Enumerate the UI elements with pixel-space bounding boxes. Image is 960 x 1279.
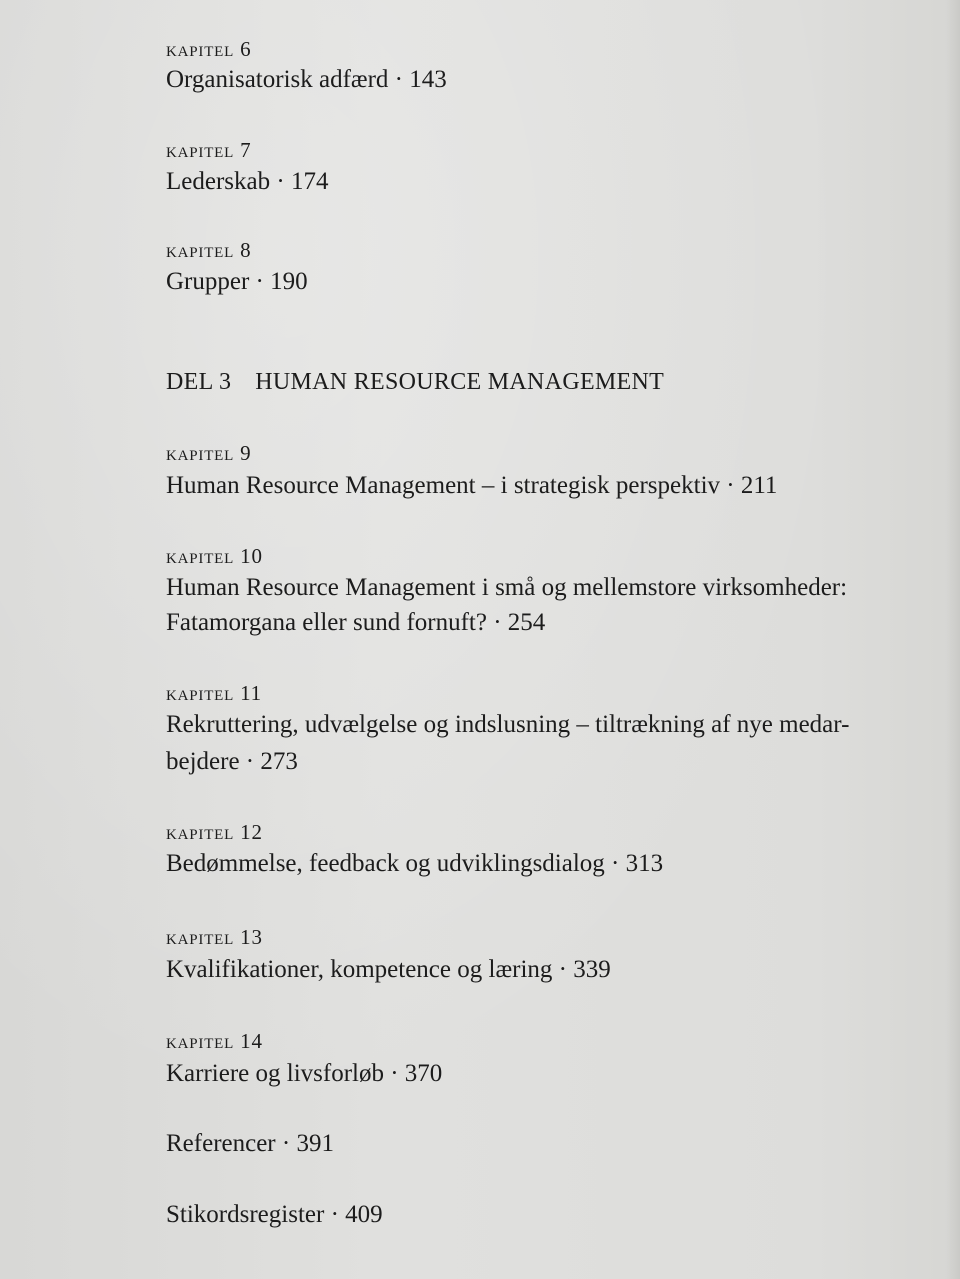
chapter-label: kapitel 6	[166, 37, 252, 61]
chapter-title: Karriere og livsforløb · 370	[166, 1060, 443, 1087]
part-title: HUMAN RESOURCE MANAGEMENT	[255, 369, 665, 395]
part-heading	[166, 367, 664, 397]
part-number: DEL 3	[166, 369, 232, 395]
chapter-title-line-1: Rekruttering, udvælgelse og indslusning – tiltrækning af nye medar-	[166, 711, 850, 738]
chapter-title: Organisatorisk adfærd · 143	[166, 66, 447, 93]
chapter-label: kapitel 8	[166, 238, 252, 262]
references-entry: Referencer · 391	[166, 1130, 334, 1157]
chapter-label: kapitel 10	[166, 544, 263, 568]
chapter-title: Lederskab · 174	[166, 168, 329, 195]
chapter-title: Human Resource Management – i strategisk perspektiv · 211	[166, 472, 778, 499]
chapter-title-line-2: bejdere · 273	[166, 748, 298, 775]
chapter-label: kapitel 7	[166, 138, 252, 162]
page-edge-shadow	[946, 0, 960, 1279]
chapter-title: Kvalifikationer, kompetence og læring · 339	[166, 956, 611, 983]
chapter-label: kapitel 13	[166, 925, 263, 949]
chapter-label: kapitel 11	[166, 681, 262, 705]
chapter-label: kapitel 12	[166, 820, 263, 844]
chapter-label: kapitel 14	[166, 1029, 263, 1053]
chapter-title: Bedømmelse, feedback og udviklingsdialog · 313	[166, 850, 664, 877]
chapter-title: Grupper · 190	[166, 268, 308, 295]
chapter-label: kapitel 9	[166, 441, 252, 465]
chapter-title-line-2: Fatamorgana eller sund fornuft? · 254	[166, 609, 546, 636]
index-entry: Stikordsregister · 409	[166, 1201, 383, 1228]
chapter-title-line-1: Human Resource Management i små og mellemstore virksomheder:	[166, 574, 848, 601]
